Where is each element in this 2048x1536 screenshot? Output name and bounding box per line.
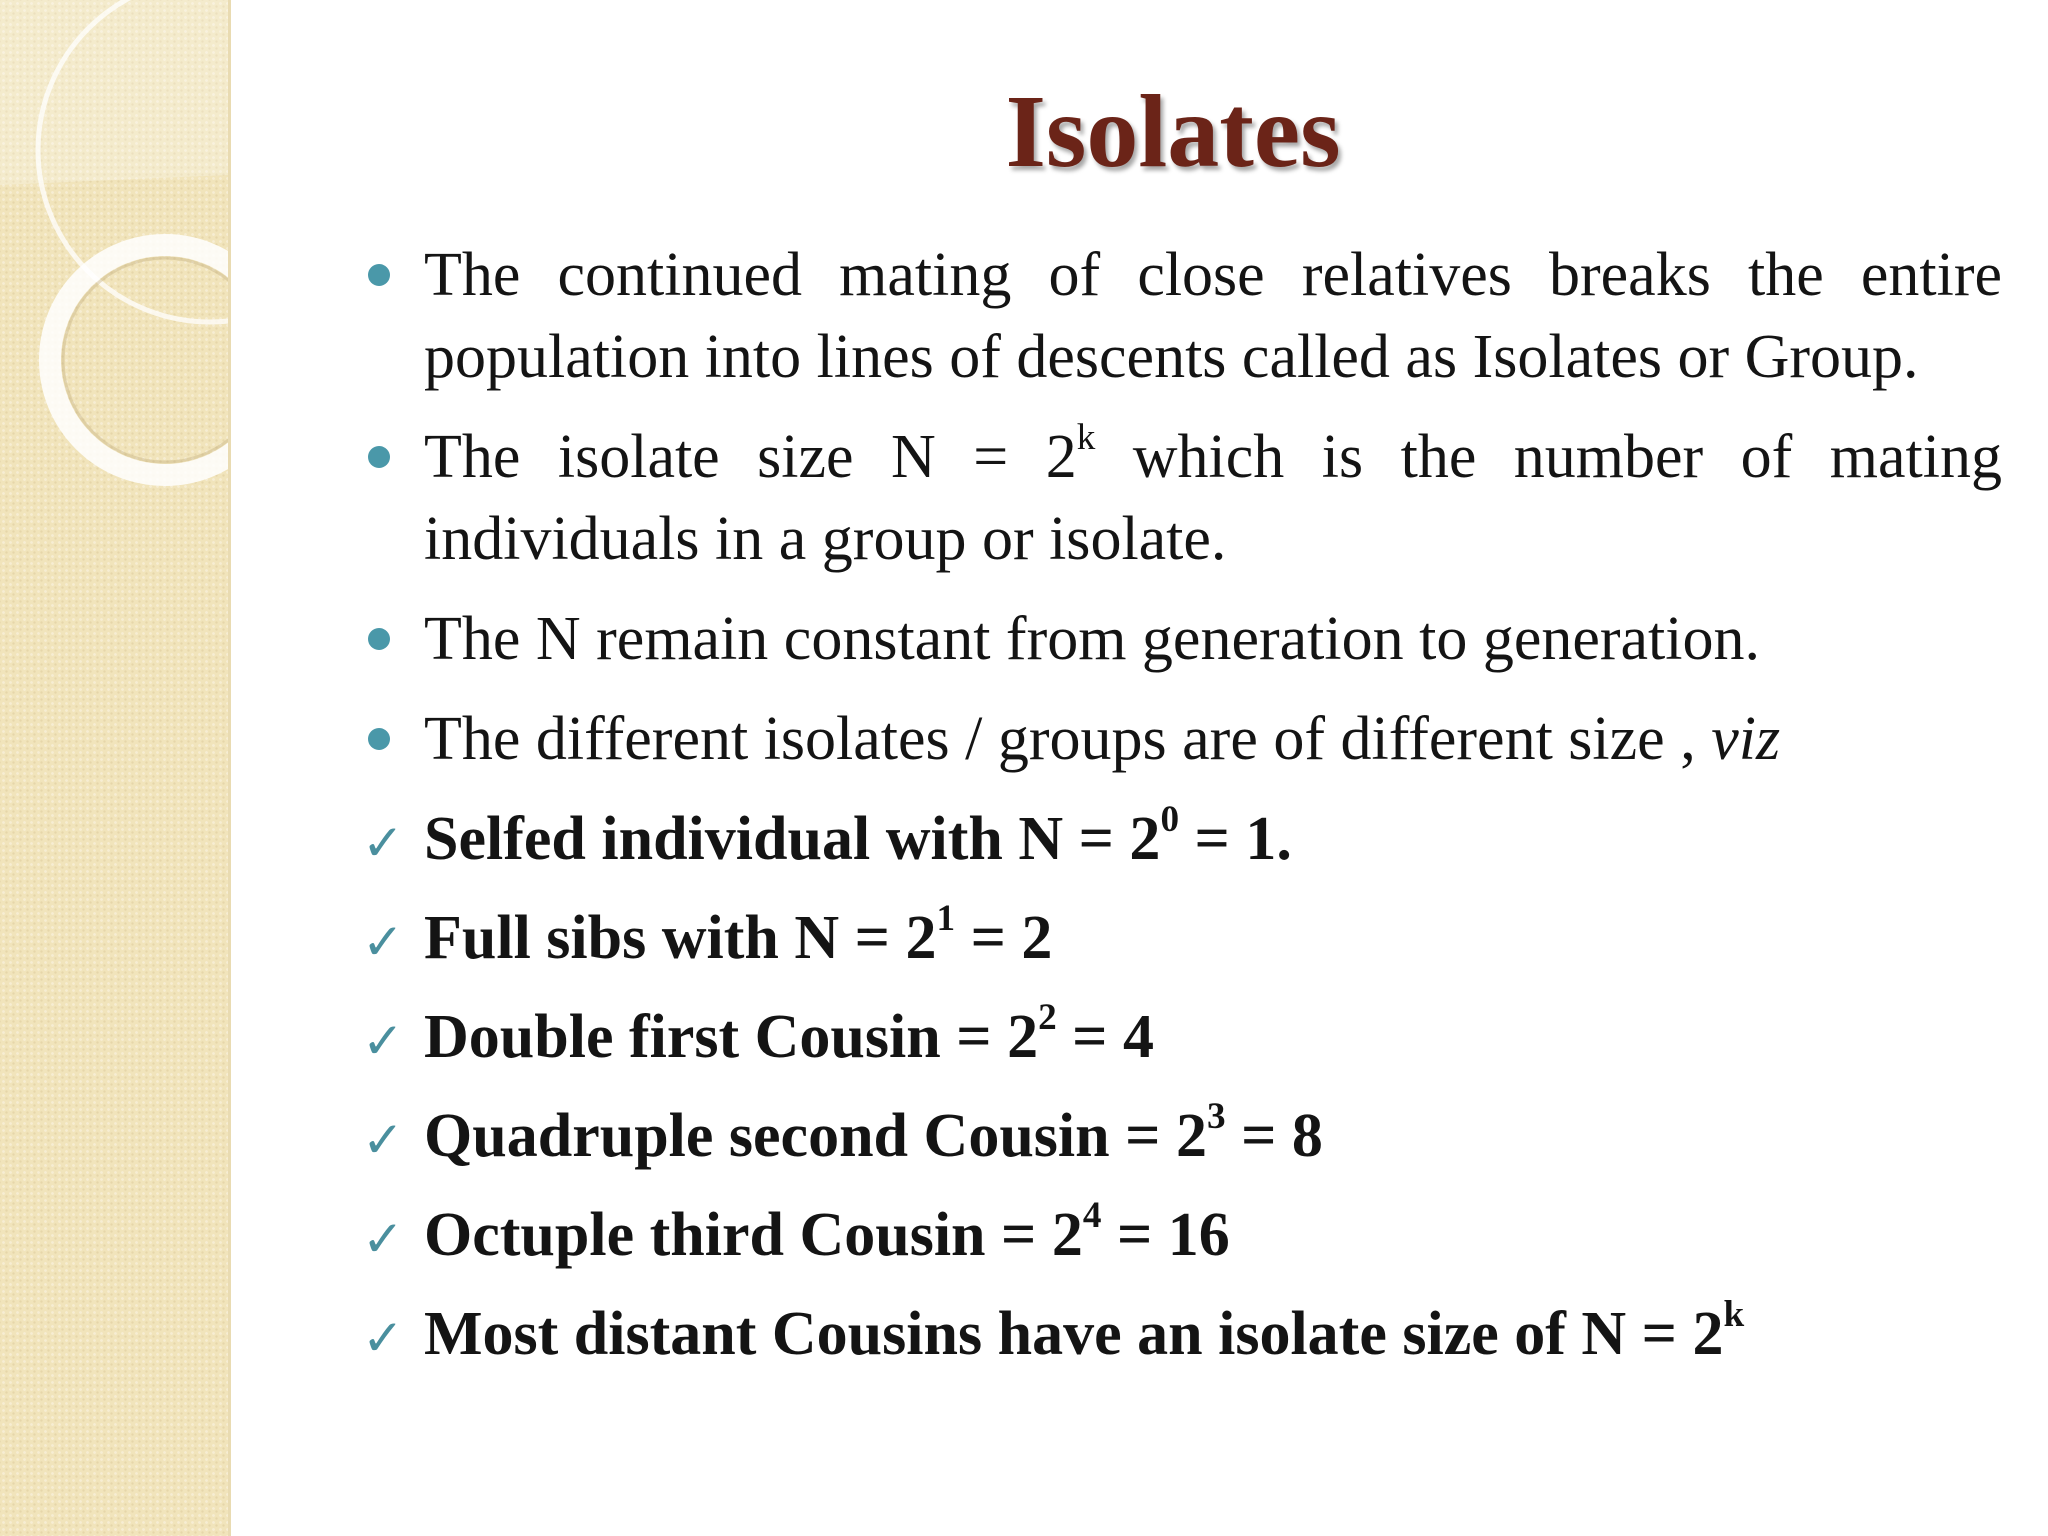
check-text: Full sibs with $N = 2^1 = 2$ <box>424 898 1053 972</box>
check-item <box>362 996 2002 1095</box>
bullet-text: The continued mating of close relatives breaks the entire population into lines of descents called as Isolates or Group. <box>424 241 2002 391</box>
check-text: Double first $Cousin = 2^2 = 4$ <box>424 997 1155 1071</box>
check-mark-icon: ✓ <box>362 1012 404 1070</box>
decorative-side-band <box>0 0 231 1536</box>
swirl-decoration-icon <box>0 0 228 520</box>
slide-title: Isolates <box>1005 74 1341 189</box>
check-mark-icon: ✓ <box>362 1309 404 1367</box>
bullet-dot-icon <box>368 446 390 468</box>
slide <box>228 0 2048 1536</box>
check-mark-icon: ✓ <box>362 913 404 971</box>
bullet-text: The isolate size $N = 2^k$ which is the number of mating individuals in a group or isolate. <box>424 417 2002 573</box>
check-text: Selfed individual with $N = 2^0 = 1$. <box>424 799 1292 873</box>
check-item <box>362 798 2002 897</box>
bullet-text: The different isolates / groups are of different size , viz <box>424 705 1781 773</box>
bullet-item <box>362 698 2002 780</box>
bullet-dot-icon <box>368 728 390 750</box>
bullet-item <box>362 598 2002 680</box>
check-text: Quadruple second $Cousin = 2^3 = 8$ <box>424 1096 1323 1170</box>
bullet-item <box>362 234 2002 398</box>
superscript: k <box>1076 417 1096 459</box>
bullet-text: The N remain constant from generation to generation. <box>424 605 1760 673</box>
check-mark-icon: ✓ <box>362 814 404 872</box>
check-text: Most distant Cousins have an isolate size of $N = 2^k$ <box>424 1294 1745 1368</box>
check-item <box>362 1095 2002 1194</box>
check-mark-icon: ✓ <box>362 1111 404 1169</box>
check-text: Octuple third $Cousin = 2^4 = 16$ <box>424 1195 1230 1269</box>
check-item <box>362 1293 2002 1392</box>
check-item <box>362 1194 2002 1293</box>
bullet-dot-icon <box>368 264 390 286</box>
italic-viz: viz <box>1711 705 1781 773</box>
bullet-list <box>362 234 2002 1392</box>
check-mark-icon: ✓ <box>362 1210 404 1268</box>
bullet-dot-icon <box>368 628 390 650</box>
bullet-item <box>362 416 2002 580</box>
check-item <box>362 897 2002 996</box>
